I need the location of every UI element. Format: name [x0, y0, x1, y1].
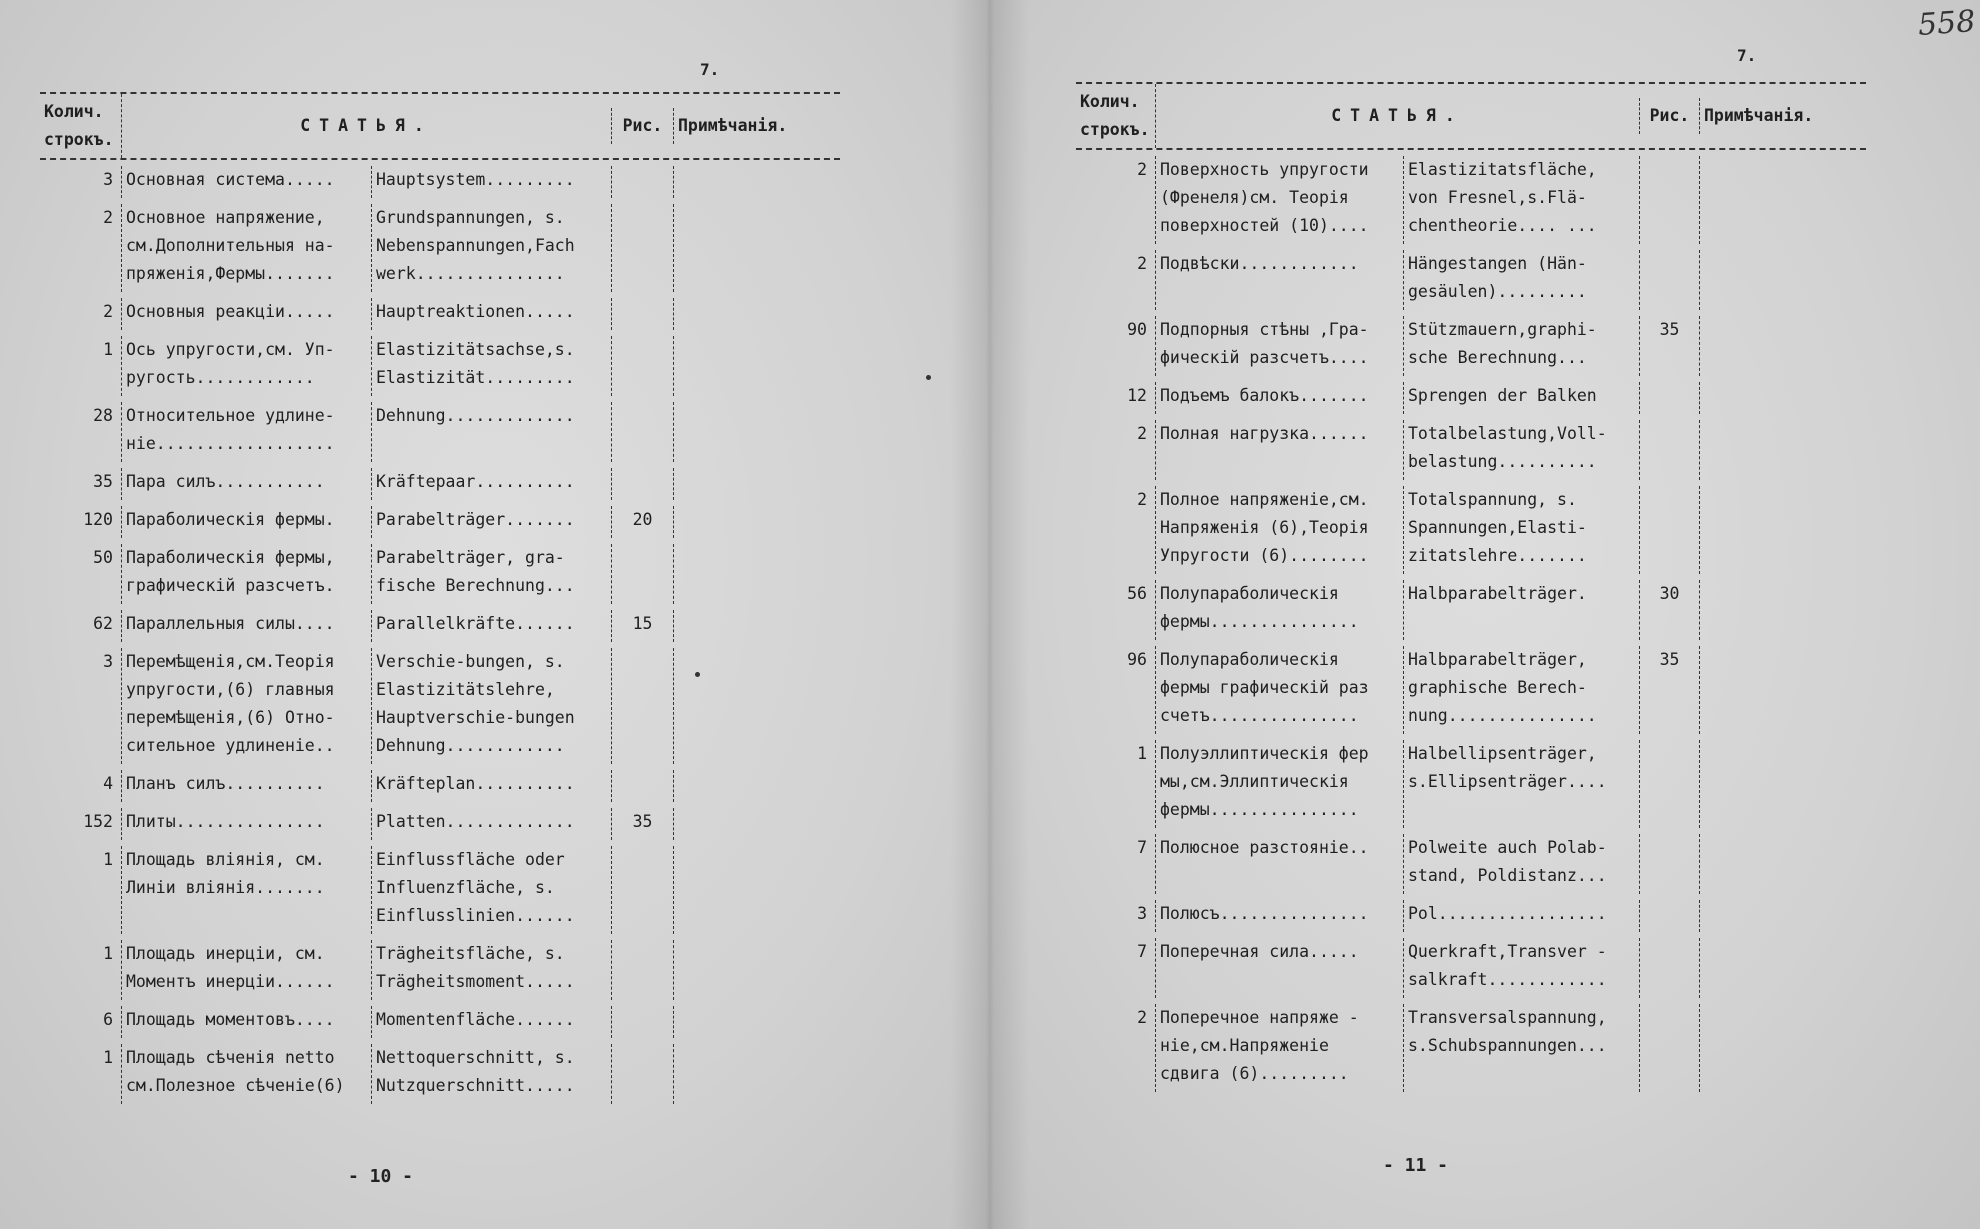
row-figure: [1640, 250, 1700, 310]
table-row: [40, 538, 840, 604]
row-notes: [674, 336, 840, 396]
row-qty: 3: [40, 166, 122, 198]
row-qty: 6: [40, 1006, 122, 1038]
row-figure: [1640, 900, 1700, 932]
row-qty: 28: [40, 402, 122, 462]
row-term-russian: Полюсъ...............: [1156, 900, 1404, 932]
row-term-russian: Параболическія фермы, графическій разсчетъ.: [122, 544, 372, 604]
table-row: [1076, 932, 1866, 998]
ink-spot: [926, 375, 931, 380]
row-figure: 15: [612, 610, 674, 642]
row-notes: [674, 402, 840, 462]
row-figure: [1640, 740, 1700, 828]
header-article: СТАТЬЯ.: [122, 108, 612, 144]
row-notes: [674, 204, 840, 292]
row-term-russian: Подвѣски............: [1156, 250, 1404, 310]
row-figure: [612, 402, 674, 462]
row-notes: [1700, 740, 1866, 828]
archive-number: 558: [1916, 4, 1977, 43]
table-row: [1076, 150, 1866, 244]
row-figure: 35: [1640, 316, 1700, 376]
table-row: [1076, 310, 1866, 376]
table-row: [1076, 244, 1866, 310]
row-figure: [612, 1006, 674, 1038]
row-figure: [1640, 382, 1700, 414]
row-qty: 56: [1076, 580, 1156, 640]
row-term-russian: Полупараболическія фермы...............: [1156, 580, 1404, 640]
row-term-russian: Планъ силъ..........: [122, 770, 372, 802]
row-qty: 96: [1076, 646, 1156, 734]
row-term-german: Hängestangen (Hän- gesäulen).........: [1404, 250, 1640, 310]
row-qty: 90: [1076, 316, 1156, 376]
table-row: [1076, 734, 1866, 828]
row-term-russian: Поверхность упругости (Френеля)см. Теорія поверхностей (10)....: [1156, 156, 1404, 244]
row-notes: [1700, 250, 1866, 310]
row-qty: 152: [40, 808, 122, 840]
row-figure: [612, 1044, 674, 1104]
row-qty: 120: [40, 506, 122, 538]
row-qty: 62: [40, 610, 122, 642]
row-term-german: Nettoquerschnitt, s. Nutzquerschnitt.....: [372, 1044, 612, 1104]
row-term-german: Grundspannungen, s. Nebenspannungen,Fach werk...............: [372, 204, 612, 292]
row-term-german: Hauptsystem.........: [372, 166, 612, 198]
row-term-german: Elastizitätsachse,s. Elastizität.........: [372, 336, 612, 396]
row-term-russian: Относительное удлине- ніе..................: [122, 402, 372, 462]
row-figure: [612, 648, 674, 764]
row-term-german: Sprengen der Balken: [1404, 382, 1640, 414]
header-fig: Рис.: [1640, 98, 1700, 134]
row-notes: [1700, 580, 1866, 640]
row-figure: [1640, 1004, 1700, 1092]
row-term-german: Querkraft,Transver - salkraft............: [1404, 938, 1640, 998]
row-notes: [1700, 938, 1866, 998]
row-term-german: Trägheitsfläche, s. Trägheitsmoment.....: [372, 940, 612, 1000]
row-notes: [674, 1006, 840, 1038]
row-term-russian: Полуэллиптическія фер мы,см.Эллиптическія фермы...............: [1156, 740, 1404, 828]
row-notes: [674, 770, 840, 802]
row-qty: 35: [40, 468, 122, 500]
row-qty: 2: [1076, 250, 1156, 310]
row-term-german: Stützmauern,graphi- sche Berechnung...: [1404, 316, 1640, 376]
row-term-russian: Поперечная сила.....: [1156, 938, 1404, 998]
row-notes: [674, 1044, 840, 1104]
row-notes: [1700, 486, 1866, 574]
row-term-german: Polweite auch Polab- stand, Poldistanz...: [1404, 834, 1640, 894]
right-sheet-number: 7.: [1737, 46, 1757, 65]
table-row: [1076, 828, 1866, 894]
row-notes: [674, 544, 840, 604]
table-row: [40, 642, 840, 764]
table-row: [40, 396, 840, 462]
row-figure: [1640, 420, 1700, 480]
row-term-german: Totalspannung, s. Spannungen,Elasti- zitatslehre.......: [1404, 486, 1640, 574]
row-term-russian: Площадь сѣченія netto см.Полезное сѣченіе(6): [122, 1044, 372, 1104]
right-page-footer: - 11 -: [1383, 1155, 1449, 1176]
row-qty: 1: [40, 940, 122, 1000]
row-notes: [1700, 382, 1866, 414]
row-notes: [674, 298, 840, 330]
row-term-german: Halbparabelträger, graphische Berech- nung...............: [1404, 646, 1640, 734]
table-row: [40, 500, 840, 538]
row-term-german: Kräfteplan..........: [372, 770, 612, 802]
row-term-german: Hauptreaktionen.....: [372, 298, 612, 330]
row-notes: [674, 648, 840, 764]
row-term-german: Dehnung.............: [372, 402, 612, 462]
row-term-russian: Поперечное напряже - ніе,см.Напряженіе сдвига (6).........: [1156, 1004, 1404, 1092]
row-qty: 12: [1076, 382, 1156, 414]
row-term-russian: Площадь вліянія, см. Линіи вліянія.......: [122, 846, 372, 934]
row-figure: [612, 166, 674, 198]
row-figure: 30: [1640, 580, 1700, 640]
row-figure: [1640, 938, 1700, 998]
left-index-table: [40, 92, 840, 1104]
left-page-footer: - 10 -: [348, 1166, 414, 1187]
row-figure: [612, 336, 674, 396]
row-figure: [612, 770, 674, 802]
table-row: [1076, 640, 1866, 734]
row-term-russian: Площадь моментовъ....: [122, 1006, 372, 1038]
row-qty: 2: [40, 204, 122, 292]
row-notes: [674, 506, 840, 538]
row-term-russian: Основная система.....: [122, 166, 372, 198]
row-figure: [1640, 156, 1700, 244]
table-row: [40, 764, 840, 802]
row-term-russian: Полупараболическія фермы графическій раз счетъ...............: [1156, 646, 1404, 734]
row-qty: 1: [1076, 740, 1156, 828]
table-header: [40, 92, 840, 160]
row-term-german: Kräftepaar..........: [372, 468, 612, 500]
row-notes: [674, 846, 840, 934]
row-term-russian: Пара силъ...........: [122, 468, 372, 500]
left-rows: [40, 160, 840, 1104]
row-qty: 1: [40, 1044, 122, 1104]
row-term-russian: Полная нагрузка......: [1156, 420, 1404, 480]
table-row: [40, 1038, 840, 1104]
row-notes: [1700, 156, 1866, 244]
row-figure: 20: [612, 506, 674, 538]
table-row: [40, 604, 840, 642]
row-qty: 1: [40, 846, 122, 934]
row-term-russian: Ось упругости,см. Уп- ругость............: [122, 336, 372, 396]
row-term-german: Parabelträger.......: [372, 506, 612, 538]
row-term-german: Pol.................: [1404, 900, 1640, 932]
ink-spot: [695, 672, 700, 677]
row-notes: [1700, 316, 1866, 376]
row-notes: [1700, 834, 1866, 894]
table-row: [40, 330, 840, 396]
table-row: [40, 840, 840, 934]
row-notes: [674, 166, 840, 198]
row-figure: [612, 204, 674, 292]
row-figure: 35: [612, 808, 674, 840]
row-term-russian: Основныя реакціи.....: [122, 298, 372, 330]
row-figure: [612, 544, 674, 604]
row-term-german: Parallelkräfte......: [372, 610, 612, 642]
row-term-russian: Площадь инерціи, см. Моментъ инерціи......: [122, 940, 372, 1000]
row-term-russian: Подпорныя стѣны ,Гра- фическій разсчетъ....: [1156, 316, 1404, 376]
table-row: [40, 802, 840, 840]
table-row: [1076, 480, 1866, 574]
row-figure: [612, 846, 674, 934]
row-qty: 3: [40, 648, 122, 764]
row-notes: [674, 610, 840, 642]
row-figure: [612, 940, 674, 1000]
row-qty: 1: [40, 336, 122, 396]
table-row: [40, 934, 840, 1000]
table-row: [1076, 894, 1866, 932]
row-qty: 2: [1076, 156, 1156, 244]
row-term-german: Halbparabelträger.: [1404, 580, 1640, 640]
table-row: [40, 1000, 840, 1038]
header-qty: Колич. строкъ.: [40, 94, 122, 158]
row-figure: 35: [1640, 646, 1700, 734]
row-qty: 7: [1076, 938, 1156, 998]
row-qty: 50: [40, 544, 122, 604]
right-rows: [1076, 150, 1866, 1092]
header-article: СТАТЬЯ.: [1156, 98, 1640, 134]
row-qty: 2: [1076, 420, 1156, 480]
row-term-german: Parabelträger, gra- fische Berechnung...: [372, 544, 612, 604]
row-term-german: Einflussfläche oder Influenzfläche, s. Einflusslinien......: [372, 846, 612, 934]
row-term-russian: Подъемъ балокъ.......: [1156, 382, 1404, 414]
row-notes: [674, 808, 840, 840]
row-term-german: Totalbelastung,Voll- belastung..........: [1404, 420, 1640, 480]
table-row: [40, 292, 840, 330]
table-header: [1076, 82, 1866, 150]
row-term-russian: Перемѣщенія,см.Теорія упругости,(6) главныя перемѣщенія,(6) Отно- сительное удлиненіе..: [122, 648, 372, 764]
row-term-russian: Плиты...............: [122, 808, 372, 840]
row-term-german: Elastizitatsfläche, von Fresnel,s.Flä- chentheorie.... ...: [1404, 156, 1640, 244]
left-sheet-number: 7.: [700, 60, 720, 79]
row-qty: 2: [40, 298, 122, 330]
row-notes: [1700, 1004, 1866, 1092]
table-row: [1076, 414, 1866, 480]
table-row: [40, 462, 840, 500]
row-term-german: Platten.............: [372, 808, 612, 840]
table-row: [1076, 998, 1866, 1092]
row-term-russian: Параллельныя силы....: [122, 610, 372, 642]
table-row: [40, 160, 840, 198]
row-notes: [1700, 646, 1866, 734]
table-row: [1076, 574, 1866, 640]
row-term-russian: Основное напряжение, см.Дополнительныя на- пряженія,Фермы.......: [122, 204, 372, 292]
table-row: [40, 198, 840, 292]
row-figure: [1640, 834, 1700, 894]
header-notes: Примѣчанія.: [678, 116, 788, 135]
row-qty: 4: [40, 770, 122, 802]
row-term-german: Momentenfläche......: [372, 1006, 612, 1038]
row-term-russian: Полюсное разстояніе..: [1156, 834, 1404, 894]
row-term-german: Halbellipsenträger, s.Ellipsenträger....: [1404, 740, 1640, 828]
book-gutter: [950, 0, 1030, 1229]
header-notes: Примѣчанія.: [1704, 106, 1814, 125]
row-qty: 3: [1076, 900, 1156, 932]
header-fig: Рис.: [612, 108, 674, 144]
row-term-german: Verschie-bungen, s. Elastizitätslehre, Hauptverschie-bungen Dehnung............: [372, 648, 612, 764]
header-qty: Колич. строкъ.: [1076, 84, 1156, 148]
row-qty: 7: [1076, 834, 1156, 894]
table-row: [1076, 376, 1866, 414]
row-figure: [1640, 486, 1700, 574]
row-notes: [1700, 900, 1866, 932]
row-qty: 2: [1076, 486, 1156, 574]
row-qty: 2: [1076, 1004, 1156, 1092]
row-term-russian: Полное напряженіе,см. Напряженія (6),Теорія Упругости (6)........: [1156, 486, 1404, 574]
row-notes: [674, 468, 840, 500]
row-notes: [1700, 420, 1866, 480]
row-figure: [612, 468, 674, 500]
right-index-table: [1076, 82, 1866, 1092]
row-notes: [674, 940, 840, 1000]
row-term-german: Transversalspannung, s.Schubspannungen...: [1404, 1004, 1640, 1092]
row-figure: [612, 298, 674, 330]
row-term-russian: Параболическія фермы.: [122, 506, 372, 538]
